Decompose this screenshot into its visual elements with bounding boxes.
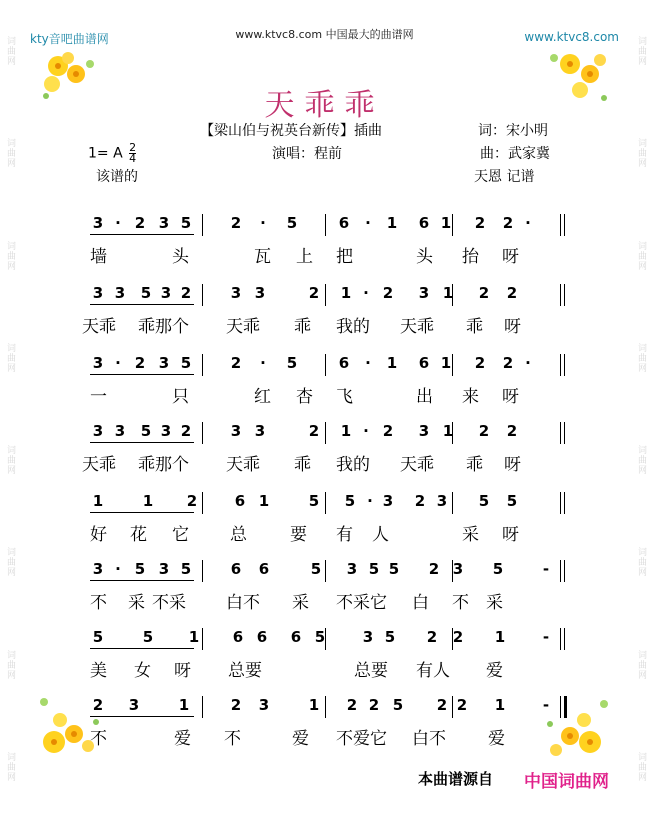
note: ·	[367, 492, 373, 510]
lyric: 天乖	[226, 317, 260, 337]
barline	[564, 354, 565, 376]
lyric: 天乖	[226, 455, 260, 475]
note: 5	[92, 628, 104, 646]
note: 5	[180, 354, 192, 372]
note: 2	[478, 284, 490, 302]
barline	[202, 492, 203, 514]
lyric: 乖	[466, 317, 483, 337]
note: 5	[384, 628, 396, 646]
note: 5	[134, 560, 146, 578]
note: 2	[308, 422, 320, 440]
lyric: 白不	[226, 593, 260, 613]
note: 3	[436, 492, 448, 510]
lyric: 乖那个	[138, 317, 189, 337]
note: 2	[436, 696, 448, 714]
note: 3	[92, 284, 104, 302]
barline	[325, 492, 326, 514]
lyric: 只	[172, 387, 189, 407]
page-title: 天乖乖	[264, 88, 385, 123]
lyric: 总要	[228, 661, 262, 681]
beam-underline	[90, 580, 194, 581]
note: 3	[158, 214, 170, 232]
note: 2	[506, 284, 518, 302]
note: -	[542, 628, 550, 646]
barline	[452, 492, 453, 514]
note: 1	[494, 696, 506, 714]
note: 1	[440, 354, 452, 372]
lyric: 爱	[174, 729, 191, 749]
barline	[202, 628, 203, 650]
lyric: 采	[462, 525, 479, 545]
note: 5	[310, 560, 322, 578]
note: 5	[140, 422, 152, 440]
barline	[564, 284, 565, 306]
lyric: 不采	[152, 593, 186, 613]
note: 2	[180, 284, 192, 302]
time-signature: $\frac{2}{4}$	[129, 141, 137, 165]
lyric: 头	[172, 247, 189, 267]
note: 1	[92, 492, 104, 510]
song-source: 【梁山伯与祝英台新传】插曲	[200, 123, 382, 139]
note: 5	[392, 696, 404, 714]
note: ·	[525, 354, 531, 372]
barline	[325, 214, 326, 236]
note: 2	[502, 214, 514, 232]
note: 1	[386, 354, 398, 372]
note: 3	[418, 284, 430, 302]
note: 5	[492, 560, 504, 578]
note: 5	[388, 560, 400, 578]
lyric: 上	[296, 247, 313, 267]
lyric: 好	[90, 525, 107, 545]
note: 2	[180, 422, 192, 440]
lyric: 天乖	[400, 317, 434, 337]
note: 3	[254, 284, 266, 302]
note: 3	[160, 422, 172, 440]
note: 3	[92, 560, 104, 578]
barline	[202, 422, 203, 444]
note: 6	[338, 354, 350, 372]
note: ·	[115, 214, 121, 232]
note: 3	[254, 422, 266, 440]
barline	[560, 628, 561, 650]
note: 5	[180, 560, 192, 578]
barline	[560, 422, 561, 444]
lyricist: 词：宋小明	[478, 123, 548, 139]
lyric: 呀	[502, 247, 519, 267]
lyric: 白不	[412, 729, 446, 749]
note: 5	[308, 492, 320, 510]
note: 1	[188, 628, 200, 646]
note: 2	[230, 354, 242, 372]
note: 2	[474, 354, 486, 372]
lyric: 天乖	[400, 455, 434, 475]
barline	[564, 696, 567, 718]
note: 2	[474, 214, 486, 232]
note: 6	[256, 628, 268, 646]
lyric: 采	[128, 593, 145, 613]
note: 3	[230, 284, 242, 302]
lyric: 总	[230, 525, 247, 545]
note: 1	[308, 696, 320, 714]
lyric: 花	[130, 525, 147, 545]
lyric: 飞	[336, 387, 353, 407]
right-watermark: 词曲网 词曲网 词曲网 词曲网 词曲网 词曲网 词曲网 词曲网	[635, 36, 646, 782]
note: 1	[386, 214, 398, 232]
note: 2	[414, 492, 426, 510]
note: 2	[382, 284, 394, 302]
note: 2	[382, 422, 394, 440]
site-left-label: kty音吧曲谱网	[30, 32, 109, 46]
note: 2	[428, 560, 440, 578]
barline	[560, 354, 561, 376]
beam-underline	[90, 512, 194, 513]
lyric: 爱	[486, 661, 503, 681]
lyric: 乖	[466, 455, 483, 475]
beam-underline	[90, 648, 194, 649]
note: 2	[368, 696, 380, 714]
barline	[564, 422, 565, 444]
note: ·	[363, 284, 369, 302]
note: ·	[363, 422, 369, 440]
barline	[564, 214, 565, 236]
barline	[564, 628, 565, 650]
note: 5	[180, 214, 192, 232]
lyric: 它	[172, 525, 189, 545]
note: 3	[92, 354, 104, 372]
lyric: 采	[292, 593, 309, 613]
barline	[560, 560, 561, 582]
note: 1	[442, 422, 454, 440]
barline	[560, 284, 561, 306]
lyric: 人	[372, 525, 389, 545]
barline	[202, 354, 203, 376]
lyric: 女	[134, 661, 151, 681]
lyric: 不爱它	[336, 729, 387, 749]
lyric: 墙	[90, 247, 107, 267]
composer: 曲：武家冀	[480, 146, 550, 162]
note: 2	[92, 696, 104, 714]
note: 5	[140, 284, 152, 302]
note: 5	[286, 354, 298, 372]
note: 6	[258, 560, 270, 578]
lyric: 天乖	[82, 455, 116, 475]
lyric: 一	[90, 387, 107, 407]
key-signature: 1= A $\frac{2}{4}$	[88, 141, 137, 165]
lyric: 天乖	[82, 317, 116, 337]
note: 1	[440, 214, 452, 232]
barline	[325, 560, 326, 582]
left-watermark: 词曲网 词曲网 词曲网 词曲网 词曲网 词曲网 词曲网 词曲网	[4, 36, 15, 782]
site-right-label: www.ktvc8.com	[524, 30, 619, 44]
note: 3	[114, 422, 126, 440]
note: 1	[142, 492, 154, 510]
flower-icon	[540, 694, 620, 764]
note: 2	[502, 354, 514, 372]
barline	[564, 560, 565, 582]
lyric: 来	[462, 387, 479, 407]
singer: 演唱：程前	[272, 146, 342, 162]
lyric: 把	[336, 247, 353, 267]
barline	[452, 696, 453, 718]
note: 6	[418, 214, 430, 232]
note: 5	[286, 214, 298, 232]
note: 2	[452, 628, 464, 646]
note: 3	[418, 422, 430, 440]
lyric: 头	[416, 247, 433, 267]
note: 3	[128, 696, 140, 714]
lyric: 我的	[336, 317, 370, 337]
note: 1	[442, 284, 454, 302]
lyric: 爱	[292, 729, 309, 749]
note: 6	[232, 628, 244, 646]
lyric: 乖	[294, 317, 311, 337]
note: 5	[506, 492, 518, 510]
lyric: 不	[224, 729, 241, 749]
note: 3	[92, 422, 104, 440]
beam-underline	[90, 304, 194, 305]
footer-source-label: 本曲谱源自	[418, 770, 494, 788]
lyric: 有人	[416, 661, 450, 681]
note: 3	[114, 284, 126, 302]
barline	[560, 214, 561, 236]
barline	[452, 354, 453, 376]
barline	[202, 214, 203, 236]
lyric: 杏	[296, 387, 313, 407]
beam-underline	[90, 442, 194, 443]
lyric: 我的	[336, 455, 370, 475]
note: 5	[344, 492, 356, 510]
beam-underline	[90, 234, 194, 235]
note: 1	[178, 696, 190, 714]
note: 3	[160, 284, 172, 302]
note: ·	[115, 560, 121, 578]
note: 3	[452, 560, 464, 578]
note: ·	[260, 354, 266, 372]
note: 2	[134, 214, 146, 232]
top-center-label: www.ktvc8.com 中国最大的曲谱网	[235, 28, 414, 41]
barline	[202, 560, 203, 582]
note: ·	[260, 214, 266, 232]
note: 3	[92, 214, 104, 232]
barline	[325, 422, 326, 444]
lyric: 有	[336, 525, 353, 545]
note: 5	[314, 628, 326, 646]
lyric: 呀	[174, 661, 191, 681]
lyric: 呀	[502, 387, 519, 407]
note: 3	[346, 560, 358, 578]
note: 2	[308, 284, 320, 302]
note: 2	[134, 354, 146, 372]
note: 3	[382, 492, 394, 510]
note: 2	[478, 422, 490, 440]
barline	[325, 354, 326, 376]
lyric: 不	[90, 593, 107, 613]
note: 1	[494, 628, 506, 646]
note: ·	[525, 214, 531, 232]
lyric: 抬	[462, 247, 479, 267]
note: 1	[340, 422, 352, 440]
note: 5	[478, 492, 490, 510]
note: ·	[115, 354, 121, 372]
lyric: 红	[254, 387, 271, 407]
lyric: 采	[486, 593, 503, 613]
footer-source-site: 中国词曲网	[524, 772, 609, 792]
lyric: 呀	[504, 317, 521, 337]
note: ·	[365, 214, 371, 232]
lyric: 不采它	[336, 593, 387, 613]
barline	[560, 492, 561, 514]
note: 3	[362, 628, 374, 646]
note: 3	[158, 560, 170, 578]
note: 2	[230, 696, 242, 714]
note: 1	[340, 284, 352, 302]
note: 3	[158, 354, 170, 372]
lyric: 白	[412, 593, 429, 613]
note: 6	[290, 628, 302, 646]
barline	[560, 696, 561, 718]
lyric: 呀	[504, 455, 521, 475]
lyric: 要	[290, 525, 307, 545]
note: -	[542, 560, 550, 578]
note: 6	[234, 492, 246, 510]
note: ·	[365, 354, 371, 372]
lyric: 出	[416, 387, 433, 407]
barline	[325, 284, 326, 306]
note: 5	[368, 560, 380, 578]
transcriber: 天恩 记谱	[474, 169, 535, 185]
barline	[202, 696, 203, 718]
lyric: 总要	[354, 661, 388, 681]
barline	[202, 284, 203, 306]
note: 2	[230, 214, 242, 232]
lyric: 美	[90, 661, 107, 681]
note: 2	[506, 422, 518, 440]
note: 2	[456, 696, 468, 714]
beam-underline	[90, 374, 194, 375]
barline	[564, 492, 565, 514]
note-label: 该谱的	[96, 169, 138, 185]
note: 2	[346, 696, 358, 714]
note: 2	[186, 492, 198, 510]
lyric: 乖那个	[138, 455, 189, 475]
lyric: 乖	[294, 455, 311, 475]
note: 3	[258, 696, 270, 714]
lyric: 爱	[488, 729, 505, 749]
lyric: 不	[90, 729, 107, 749]
note: 6	[418, 354, 430, 372]
note: 6	[230, 560, 242, 578]
lyric: 瓦	[254, 247, 271, 267]
barline	[325, 696, 326, 718]
note: 3	[230, 422, 242, 440]
lyric: 不	[452, 593, 469, 613]
note: 6	[338, 214, 350, 232]
note: -	[542, 696, 550, 714]
lyric: 呀	[502, 525, 519, 545]
note: 5	[142, 628, 154, 646]
note: 2	[426, 628, 438, 646]
beam-underline	[90, 716, 194, 717]
note: 1	[258, 492, 270, 510]
barline	[452, 214, 453, 236]
